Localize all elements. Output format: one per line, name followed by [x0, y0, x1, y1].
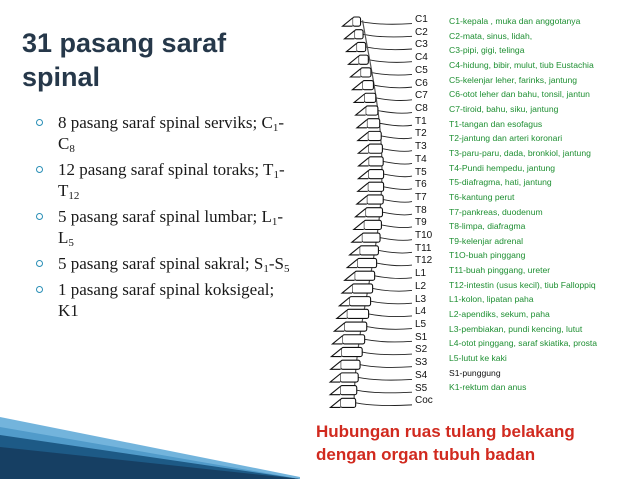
organ-label: L5-lutut ke kaki — [449, 353, 507, 364]
organ-label: T8-limpa, diafragma — [449, 221, 526, 232]
organ-label: K1-rektum dan anus — [449, 382, 527, 393]
bullet-ring-icon — [36, 119, 43, 126]
vertebra-bone — [359, 55, 369, 64]
organ-label: T6-kantung perut — [449, 191, 515, 202]
spinous-process — [344, 31, 354, 39]
spinal-nerve-line — [378, 111, 412, 114]
spinous-process — [350, 247, 360, 255]
vertebra-label: C4 — [415, 52, 428, 64]
spinal-nerve-line — [369, 314, 412, 317]
organ-label: C3-pipi, gigi, telinga — [449, 45, 525, 56]
bullet-item: 5 pasang saraf spinal lumbar; $L_1-L_5$ — [36, 206, 296, 248]
spinous-process — [359, 158, 369, 166]
vertebra-bone — [362, 81, 373, 90]
spinous-process — [355, 209, 365, 217]
organ-label: T2-jantung dan arteri koronari — [449, 133, 563, 144]
spinous-process — [358, 183, 368, 191]
spinal-nerve-line — [380, 238, 412, 241]
organ-label: T5-diafragma, hati, jantung — [449, 177, 552, 188]
spinal-nerve-line — [382, 149, 412, 152]
organ-label: T1-tangan dan esofagus — [449, 118, 543, 129]
bullet-ring-icon — [36, 260, 43, 267]
vertebra-label: L2 — [415, 280, 427, 292]
organ-label: L4-otot pinggang, saraf skiatika, prosta — [449, 338, 598, 349]
spinal-nerve-line — [373, 85, 412, 88]
spinous-process — [354, 221, 364, 229]
spinal-nerve-line — [384, 187, 412, 190]
spinous-process — [352, 234, 362, 242]
spinal-nerve-line — [365, 339, 412, 342]
slide-title-line2: spinal — [22, 62, 101, 92]
vertebra-bone — [340, 398, 355, 407]
spinous-process — [330, 399, 340, 407]
spinal-nerve-line — [371, 301, 412, 304]
vertebra-label: T8 — [415, 204, 427, 216]
vertebra-label: T9 — [415, 217, 427, 229]
bullet-item: 1 pasang saraf spinal koksigeal; K1 — [36, 279, 296, 321]
spinal-nerve-line — [381, 225, 412, 228]
vertebra-bone — [360, 246, 379, 255]
spinous-process — [342, 285, 352, 293]
vertebra-label: T11 — [415, 242, 432, 254]
spinous-process — [343, 18, 353, 26]
organ-label: C1-kepala , muka dan anggotanya — [449, 16, 581, 26]
spinal-nerve-line — [383, 161, 412, 164]
vertebra-bone — [365, 208, 382, 217]
vertebra-label: T10 — [415, 230, 433, 242]
vertebra-label: T1 — [415, 115, 427, 127]
vertebra-label: T12 — [415, 255, 433, 267]
bullet-item: 5 pasang saraf spinal sakral; $S_1-S_5$ — [36, 253, 296, 274]
vertebra-bone — [340, 373, 358, 382]
vertebra-label: T6 — [415, 179, 427, 191]
vertebra-bone — [352, 284, 373, 293]
caption-line1: Hubungan ruas tulang belakang — [316, 422, 575, 441]
bullet-ring-icon — [36, 166, 43, 173]
vertebra-bone — [347, 309, 369, 318]
vertebra-label: S2 — [415, 344, 428, 356]
vertebra-label: T3 — [415, 141, 427, 153]
spinal-nerve-line — [356, 403, 412, 406]
spinous-process — [347, 259, 357, 267]
spinous-process — [357, 120, 367, 128]
spinal-nerve-line — [375, 276, 412, 279]
spinal-nerve-line — [367, 327, 412, 330]
vertebra-label: L4 — [415, 306, 427, 318]
organ-label: C6-otot leher dan bahu, tonsil, jantun — [449, 89, 590, 100]
spinal-nerve-line — [376, 98, 412, 101]
spinous-process — [351, 69, 361, 77]
spinal-nerve-line — [378, 250, 412, 253]
spinous-process — [357, 196, 367, 204]
vertebra-label: S5 — [415, 382, 428, 394]
vertebra-label: C8 — [415, 102, 428, 114]
spinous-process — [331, 348, 341, 356]
vertebra-bone — [364, 93, 376, 102]
organ-label: C5-kelenjar leher, farinks, jantung — [449, 74, 578, 85]
vertebra-label: S1 — [415, 331, 428, 343]
vertebra-label: C5 — [415, 64, 428, 76]
organ-label: C2-mata, sinus, lidah, — [449, 30, 533, 41]
decorative-bottom-swoosh — [0, 399, 300, 479]
vertebra-bone — [344, 322, 366, 331]
spinal-nerve-line — [380, 123, 412, 126]
spinal-nerve-line — [383, 200, 412, 203]
vertebra-label: L1 — [415, 268, 427, 280]
spinal-nerve-line — [366, 47, 412, 50]
organ-label: S1-punggung — [449, 367, 501, 378]
vertebra-label: C7 — [415, 90, 428, 102]
vertebra-label: T5 — [415, 166, 427, 178]
spinous-process — [345, 272, 355, 280]
spinous-process — [358, 171, 368, 179]
spinous-process — [334, 323, 344, 331]
caption-line2: dengan organ tubuh badan — [316, 445, 536, 464]
organ-label: L1-kolon, lipatan paha — [449, 294, 534, 305]
bullet-list — [36, 112, 296, 326]
vertebra-label: C3 — [415, 39, 428, 51]
vertebra-label: S4 — [415, 369, 428, 381]
spinal-nerve-line — [360, 365, 412, 368]
spinal-nerve-line — [362, 352, 412, 355]
spinous-process — [330, 374, 340, 382]
figure-caption — [316, 420, 638, 466]
vertebra-bone — [366, 106, 378, 115]
vertebra-label: L3 — [415, 293, 427, 305]
vertebra-bone — [368, 144, 382, 153]
spinal-nerve-line — [382, 212, 412, 215]
organ-label: T3-paru-paru, dada, bronkiol, jantung — [449, 147, 591, 158]
organ-label: L2-apendiks, sekum, paha — [449, 309, 550, 320]
bullet-ring-icon — [36, 213, 43, 220]
vertebra-bone — [367, 195, 383, 204]
spinous-process — [330, 387, 340, 395]
spinous-process — [346, 43, 356, 51]
organ-label: T12-intestin (usus kecil), tiub Falloppiq — [449, 279, 596, 290]
organ-label: T4-Pundi hempedu, jantung — [449, 162, 556, 173]
organ-label: C7-tiroid, bahu, siku, jantung — [449, 103, 559, 114]
vertebra-bone — [357, 258, 376, 267]
spinal-nerve-line — [363, 34, 412, 37]
vertebra-label: C6 — [415, 77, 428, 89]
spinal-nerve-line — [377, 263, 412, 266]
vertebra-label: T4 — [415, 153, 427, 165]
organ-label: T7-pankreas, duodenum — [449, 206, 543, 217]
spinous-process — [356, 107, 366, 115]
vertebra-bone — [368, 131, 381, 140]
vertebra-bone — [341, 347, 362, 356]
organ-label: T11-buah pinggang, ureter — [449, 265, 551, 276]
spinous-process — [349, 56, 359, 64]
slide-title-line1: 31 pasang saraf — [22, 28, 227, 58]
vertebra-bone — [349, 297, 370, 306]
vertebra-bone — [368, 170, 383, 179]
vertebra-bone — [362, 233, 380, 242]
slide-title — [22, 26, 302, 94]
vertebra-bone — [341, 360, 360, 369]
organ-label: L3-pembiakan, pundi kencing, lutut — [449, 323, 583, 334]
vertebra-bone — [340, 386, 357, 395]
spine-illustration — [300, 12, 420, 412]
vertebra-label: Coc — [415, 395, 433, 407]
spinous-process — [358, 132, 368, 140]
spinal-nerve-line — [368, 60, 412, 63]
spinous-process — [339, 298, 349, 306]
vertebra-bone — [367, 119, 380, 128]
vertebra-label: T7 — [415, 191, 427, 203]
vertebra-bone — [354, 30, 363, 39]
vertebra-bone — [368, 182, 384, 191]
spinous-process — [331, 361, 341, 369]
vertebra-bone — [361, 68, 371, 77]
spinal-nerve-line — [384, 174, 412, 177]
spinal-nerve-line — [373, 288, 412, 291]
vertebra-bone — [356, 42, 365, 51]
bullet-item: 8 pasang saraf spinal serviks; $C_1-C_8$ — [36, 112, 296, 154]
organ-label: C4-hidung, bibir, mulut, tiub Eustachia — [449, 59, 594, 70]
vertebra-label: C1 — [415, 14, 428, 25]
spine-figure — [300, 12, 638, 432]
bullet-ring-icon — [36, 286, 43, 293]
vertebra-label: T2 — [415, 128, 427, 140]
spinous-process — [337, 310, 347, 318]
vertebra-bone — [342, 335, 364, 344]
spinal-nerve-line — [361, 22, 412, 25]
organ-label: T9-kelenjar adrenal — [449, 235, 524, 246]
vertebra-bone — [355, 271, 375, 280]
spinous-process — [352, 82, 362, 90]
spinal-nerve-line — [381, 136, 412, 139]
organ-label: T1O-buah pinggang — [449, 250, 526, 261]
spinal-nerve-line — [371, 72, 412, 75]
vertebra-label: C2 — [415, 26, 428, 38]
vertebra-label: S3 — [415, 357, 428, 369]
vertebra-bone — [353, 17, 361, 26]
vertebra-bone — [369, 157, 384, 166]
spinal-nerve-line — [357, 390, 412, 393]
vertebra-bone — [364, 220, 382, 229]
vertebra-label: L5 — [415, 319, 427, 331]
spinous-process — [358, 145, 368, 153]
spinal-nerve-line — [358, 377, 412, 380]
spinous-process — [332, 336, 342, 344]
spinous-process — [354, 94, 364, 102]
bullet-item: 12 pasang saraf spinal toraks; $T_1-T_{12}$ — [36, 159, 296, 201]
